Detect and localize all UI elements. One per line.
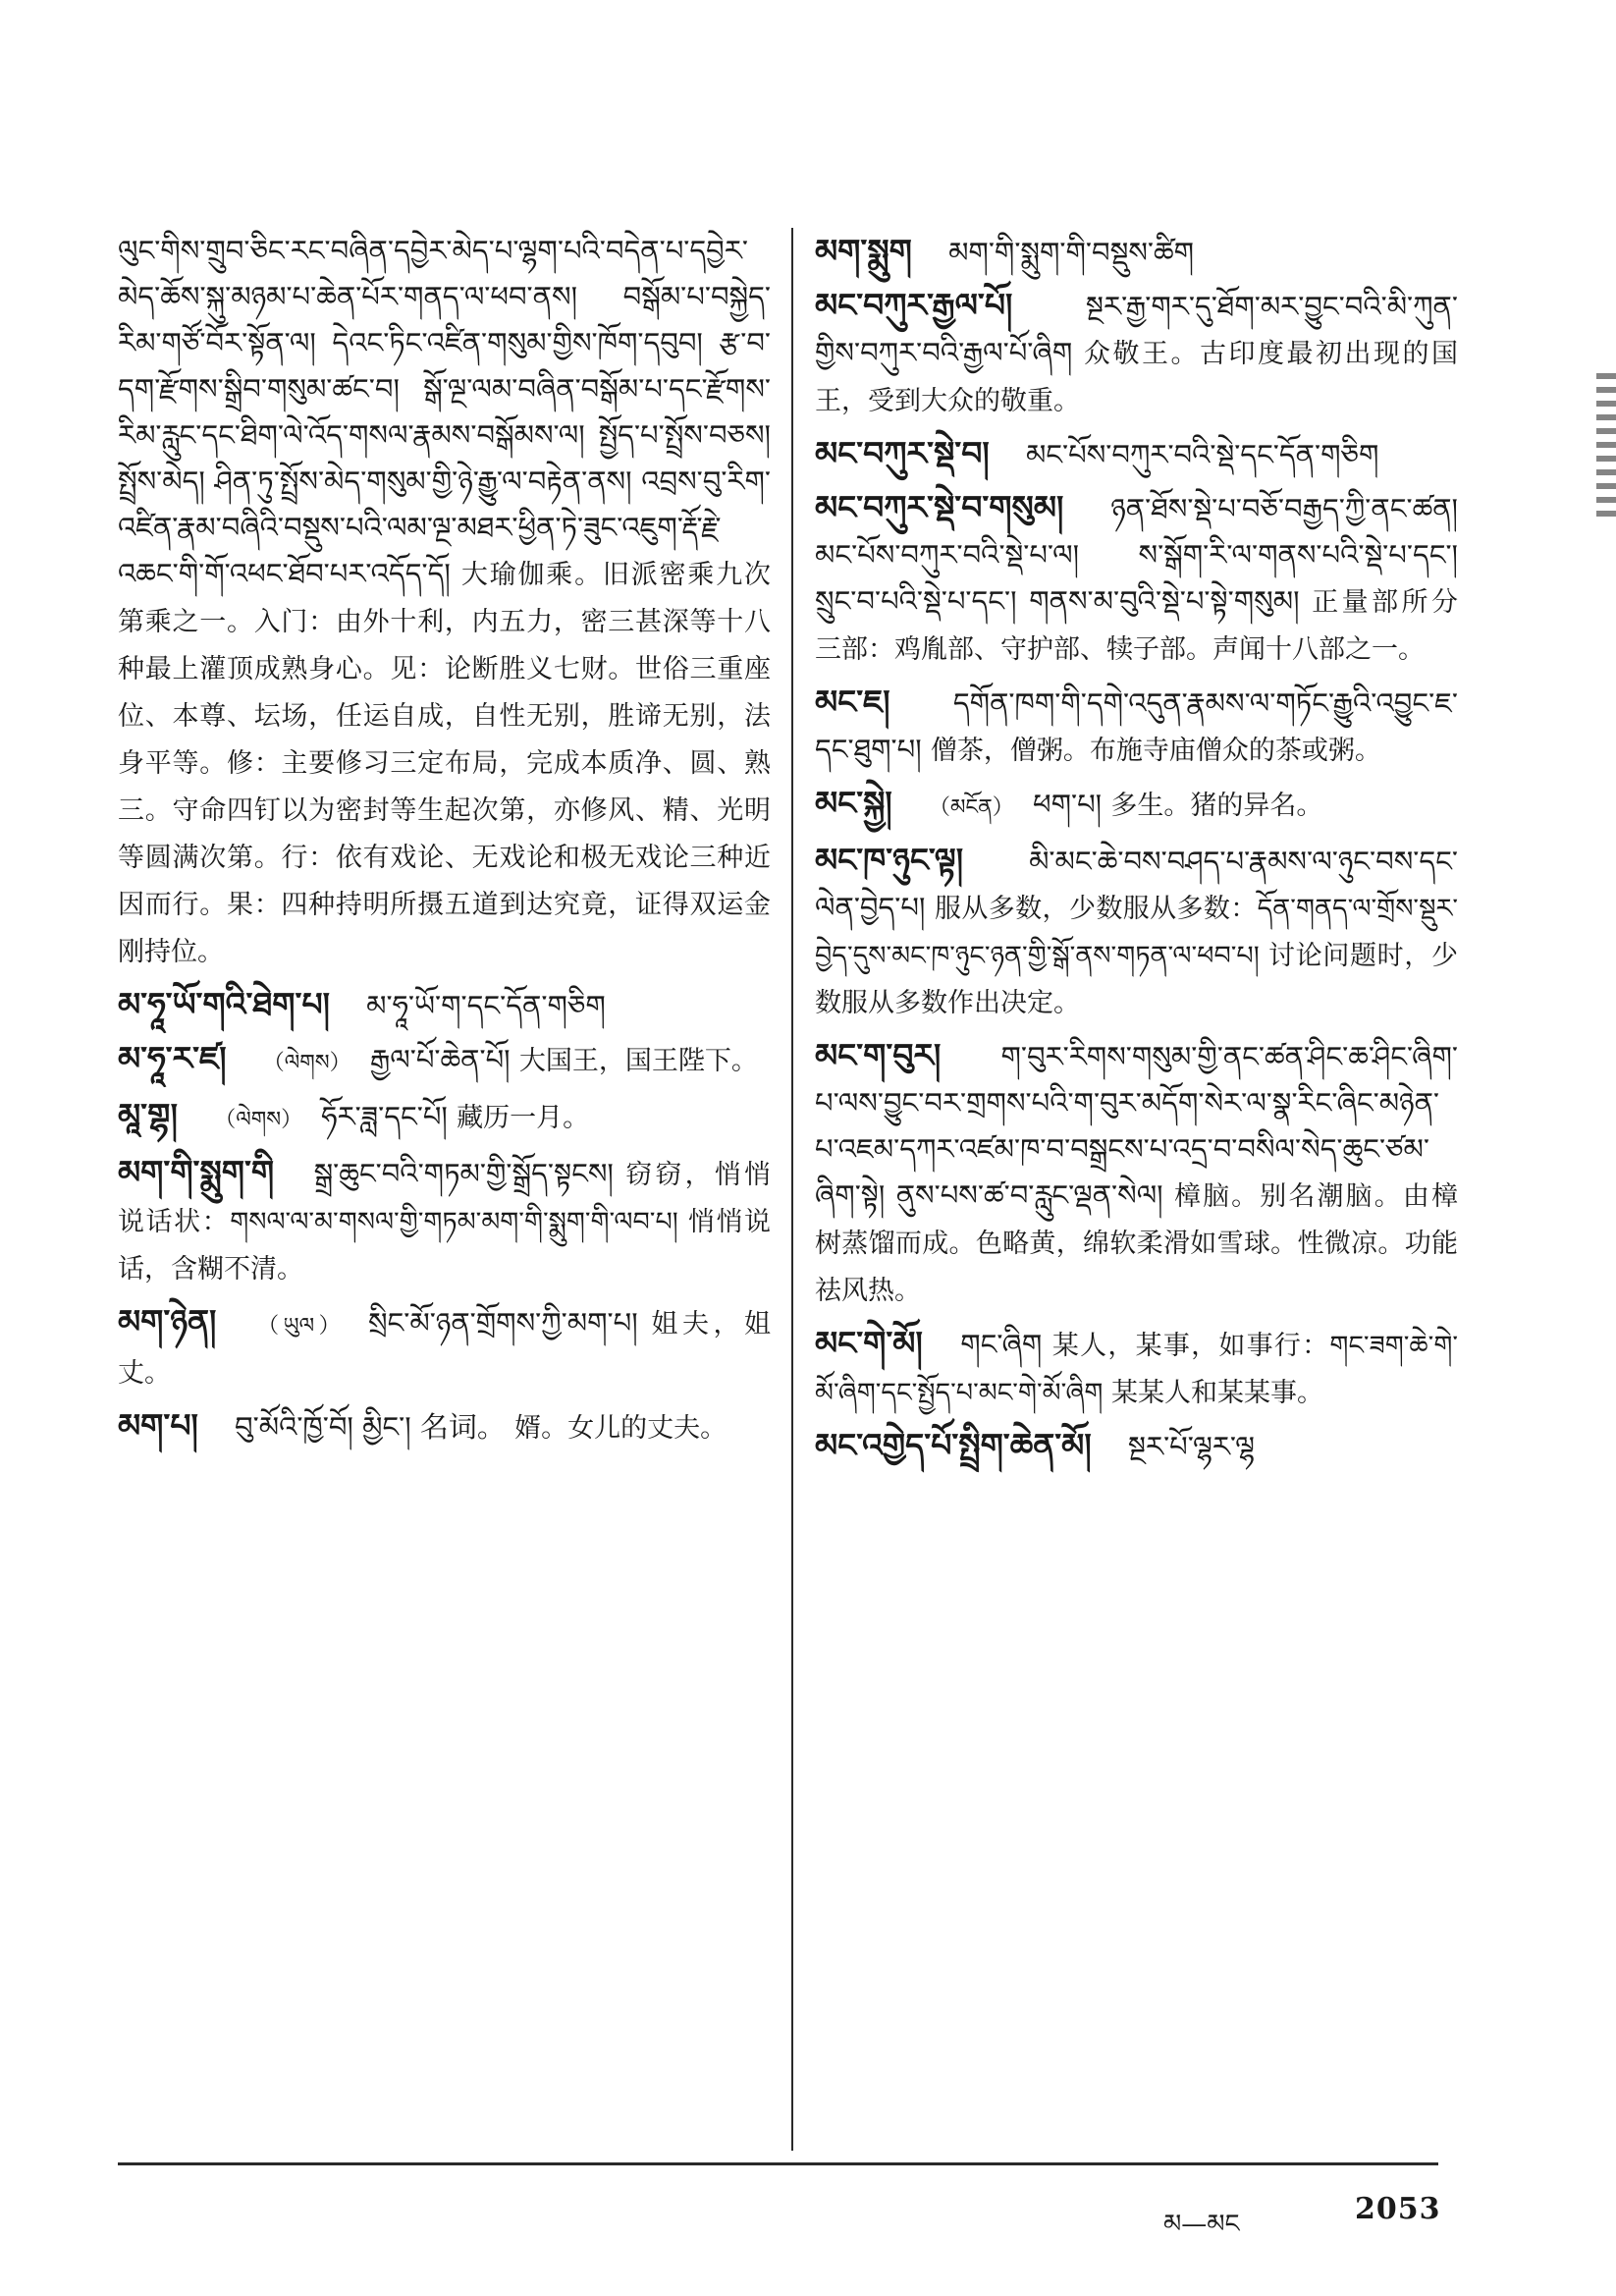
dictionary-entry	[118, 1298, 771, 1396]
entry-tibetan-text: མ་ཧཱ་ཡོ་ག་དང་དོན་གཅིག	[366, 989, 606, 1022]
column-divider	[791, 228, 793, 2151]
entry-chinese-text: 某人，某事，如事行：གང་ཟག་ཆེ་གེ་མོ་ཞིག་དང་སྤྱོད་པ་མང་གེ་མོ་ཞིག 某某人和某某事。	[815, 1331, 1458, 1408]
dictionary-entry	[815, 1320, 1458, 1416]
entry-chinese-text: 大国王，国王陛下。	[518, 1046, 758, 1076]
dictionary-entry	[815, 282, 1458, 424]
dictionary-entry	[815, 837, 1458, 1026]
entry-tibetan-text: དགོན་ཁག་གི་དགེ་འདུན་རྣམས་ལ་གཏོང་རྒྱུའི་འབྱུང་ཇ་དང་ཐུག་པ།	[815, 686, 1458, 766]
entry-headword: མང་གེ་མོ།	[815, 1324, 923, 1362]
entry-tibetan-text: ཉན་ཐོས་སྡེ་པ་བཅོ་བརྒྱད་ཀྱི་ནང་ཚན། མང་པོས་བཀུར་བའི་སྡེ་པ་ལ། ས་སྒོག་རི་ལ་གནས་པའི་སྡེ་པ་དང་། སྲུང་བ་པའི་སྡེ་པ་དང་། གནས་མ་བུའི་སྡེ་པ་སྟེ་གསུམ།	[815, 492, 1458, 618]
entry-tibetan-text: རྒྱལ་པོ་ཆེན་པོ།	[369, 1043, 511, 1076]
footer-rule	[118, 2162, 1438, 2165]
entry-headword: མག་ཉེན།	[118, 1302, 217, 1340]
entry-headword: མག་གི་སྨུག་གི	[118, 1153, 275, 1191]
dictionary-entry	[815, 430, 1458, 478]
left-column	[118, 228, 771, 1457]
entry-tibetan-text: ཧོར་ཟླ་དང་པོ།	[321, 1100, 448, 1133]
entry-headword: མང་བཀུར་སྡེ་བ་གསུམ།	[815, 488, 1064, 526]
entry-tibetan-text: བུ་མོའི་ཁྱོ་བོ། མྱིང་། 名词。	[235, 1410, 506, 1444]
entry-headword: མང་སྐྱེ།	[815, 784, 892, 822]
entry-tag: （ལེགས）	[214, 1108, 303, 1132]
dictionary-entry	[815, 1032, 1458, 1314]
dictionary-entry	[815, 1422, 1458, 1470]
entry-headword: མང་ཇ།	[815, 683, 890, 721]
entry-headword: མག་པ།	[118, 1406, 198, 1445]
entry-tibetan-text: མང་པོས་བཀུར་བའི་སྡེ་དང་དོན་གཅིག	[1025, 438, 1379, 471]
entry-tibetan-text: སྒྲ་ཆུང་བའི་གཏམ་གྱི་སྒྲོད་སྟངས།	[313, 1157, 614, 1190]
dictionary-entry	[118, 1402, 771, 1451]
dictionary-entry	[118, 1149, 771, 1292]
dictionary-entry	[815, 228, 1458, 276]
dictionary-entry	[118, 1035, 771, 1086]
entry-chinese-text: 正量部所分三部：鸡胤部、守护部、犊子部。声闻十八部之一。	[815, 587, 1459, 665]
dictionary-entry	[815, 780, 1458, 831]
entry-chinese-text: 姐夫，姐丈。	[118, 1309, 772, 1389]
entry-tibetan-text: སྲིང་མོ་ཉན་གྲོགས་ཀྱི་མག་པ།	[367, 1306, 638, 1339]
entry-tibetan-text: གང་ཞིག	[960, 1328, 1043, 1361]
entry-chinese-text: 樟脑。别名潮脑。由樟树蒸馏而成。色略黄，绵软柔滑如雪球。性微凉。功能祛风热。	[815, 1181, 1459, 1306]
entry-tag: （ལེགས）	[262, 1051, 351, 1075]
entry-tag: （མངོན）	[928, 795, 1014, 820]
entry-headword: མང་བཀུར་རྒྱལ་པོ།	[815, 286, 1013, 324]
entry-headword: མ་ཧཱ་ཡོ་གའི་ཐེག་པ།	[118, 985, 330, 1023]
entry-tibetan-text: སྔར་པོ་ལྷར་ལྷ	[1127, 1430, 1256, 1463]
entry-chinese-text: 众敬王。古印度最初出现的国王，受到大众的敬重。	[815, 339, 1459, 416]
entry-chinese-text: 僧茶，僧粥。布施寺庙僧众的茶或粥。	[930, 736, 1381, 766]
entry-tibetan-text: མི་མང་ཆེ་བས་བཤད་པ་རྣམས་ལ་ཉུང་བས་དང་ལེན་བྱེད་པ།	[815, 845, 1458, 924]
right-column	[815, 228, 1458, 1476]
entry-tibetan-text: སྔར་རྒྱ་གར་དུ་ཐོག་མར་བྱུང་བའི་མི་ཀུན་གྱིས་བཀུར་བའི་རྒྱལ་པོ་ཞིག	[815, 290, 1458, 369]
entry-headword: མང་ཁ་ཉུང་ལྟ།	[815, 841, 964, 879]
running-head: མ—མང	[1163, 2210, 1240, 2239]
entry-chinese-text: 婿。女儿的丈夫。	[514, 1413, 727, 1444]
entry-chinese-text: 服从多数，少数服从多数：དོན་གནད་ལ་གྲོས་སྡུར་བྱེད་དུས་མང་ཁ་ཉུང་ཉན་གྱི་སྒོ་ནས་གཏན་ལ་ཕབ་པ། 讨论问题时，少数服从多数作出决定。	[815, 894, 1458, 1018]
entry-tibetan-text: ཕག་པ།	[1033, 788, 1103, 821]
entry-headword: མག་སྨུག	[815, 232, 912, 270]
dictionary-entry	[118, 228, 771, 975]
entry-headword: མ་ཧཱ་ར་ཛ།	[118, 1039, 227, 1077]
scan-edge-marks	[1596, 373, 1616, 520]
entry-headword: མཱ་གྷ།	[118, 1096, 178, 1134]
entry-chinese-text: 多生。猪的异名。	[1110, 791, 1323, 821]
entry-headword: མང་འགྱེད་པོ་སྤྲིག་ཆེན་མོ།	[815, 1426, 1092, 1464]
entry-chinese-text: 大瑜伽乘。旧派密乘九次第乘之一。入门：由外十利，内五力，密三甚深等十八种最上灌顶成熟身心。见：论断胜义七财。世俗三重座位、本尊、坛场，任运自成，自性无别，胜谛无别，法身平等。修：主要修习三定布局，完成本质净、圆、熟三。守命四钉以为密封等生起次第，亦修风、精、光明等圆满次第。行：依有戏论、无戏论和极无戏论三种近因而行。果：四种持明所摄五道到达究竟，证得双运金刚持位。	[118, 560, 772, 967]
dictionary-entry	[118, 1092, 771, 1143]
entry-headword: མང་ག་བུར།	[815, 1036, 942, 1074]
dictionary-entry	[815, 484, 1458, 673]
dictionary-entry	[118, 981, 771, 1029]
entry-tag: （ཡུལ）	[257, 1314, 346, 1339]
entry-tibetan-text: མག་གི་སྨུག་གི་བསྡུས་ཚིག	[948, 236, 1195, 269]
entry-chinese-text: 藏历一月。	[457, 1103, 590, 1133]
page-number: 2053	[1355, 2192, 1441, 2226]
dictionary-entry	[815, 679, 1458, 774]
entry-headword: མང་བཀུར་སྡེ་བ།	[815, 434, 990, 472]
entry-chinese-text: 窃窃，悄悄说话状：གསལ་ལ་མ་གསལ་གྱི་གཏམ་མག་གི་སྨུག་གི་ལབ་པ། 悄悄说话，含糊不清。	[118, 1160, 771, 1285]
entry-tibetan-text: ག་བུར་རིགས་གསུམ་གྱི་ནང་ཚན་ཤིང་ཆ་ཤིང་ཞིག་པ་ལས་བྱུང་བར་གྲགས་པའི་ག་བུར་མདོག་སེར་ལ་སྣ་རིང་ཞིང་མཉེན་པ་འཇམ་དཀར་འཛམ་ཁ་བ་བསྒྲངས་པ་འདྲ་བ་བསིལ་སེད་ཆུང་ཙམ་ཞིག་སྟེ། ནུས་པས་ཚ་བ་རླུང་ལྡན་སེལ།	[815, 1040, 1458, 1212]
entry-tibetan-text: ལུང་གིས་གྲུབ་ཅིང་རང་བཞིན་དབྱེར་མེད་པ་ལྷག་པའི་བདེན་པ་དབྱེར་མེད་ཆོས་སྐུ་མཉམ་པ་ཆེན་པོར་གནད་ལ་ཕབ་ནས། བསྒོམ་པ་བསྐྱེད་རིམ་གཙོ་བོར་སྟོན་ལ། དེའང་ཏིང་འཛིན་གསུམ་གྱིས་ཁོག་དབུབ། རྩ་བ་དག་རྫོགས་སྒྲིབ་གསུམ་ཚང་བ། སྒོ་ལྔ་ལམ་བཞིན་བསྒོམ་པ་དང་རྫོགས་རིམ་རླུང་དང་ཐིག་ལེ་འོད་གསལ་རྣམས་བསྒོམས་ལ། སྤྱོད་པ་སྤྲོས་བཅས། སྤྲོས་མེད། ཤིན་ཏུ་སྤྲོས་མེད་གསུམ་གྱི་ཉེ་རྒྱུ་ལ་བརྟེན་ནས། འབྲས་བུ་རིག་འཛིན་རྣམ་བཞིའི་བསྡུས་པའི་ལམ་ལྔ་མཐར་ཕྱིན་ཏེ་ཟུང་འཇུག་རྡོ་རྗེ་འཆང་གི་གོ་འཕང་ཐོབ་པར་འདོད་དོ།	[118, 234, 771, 590]
